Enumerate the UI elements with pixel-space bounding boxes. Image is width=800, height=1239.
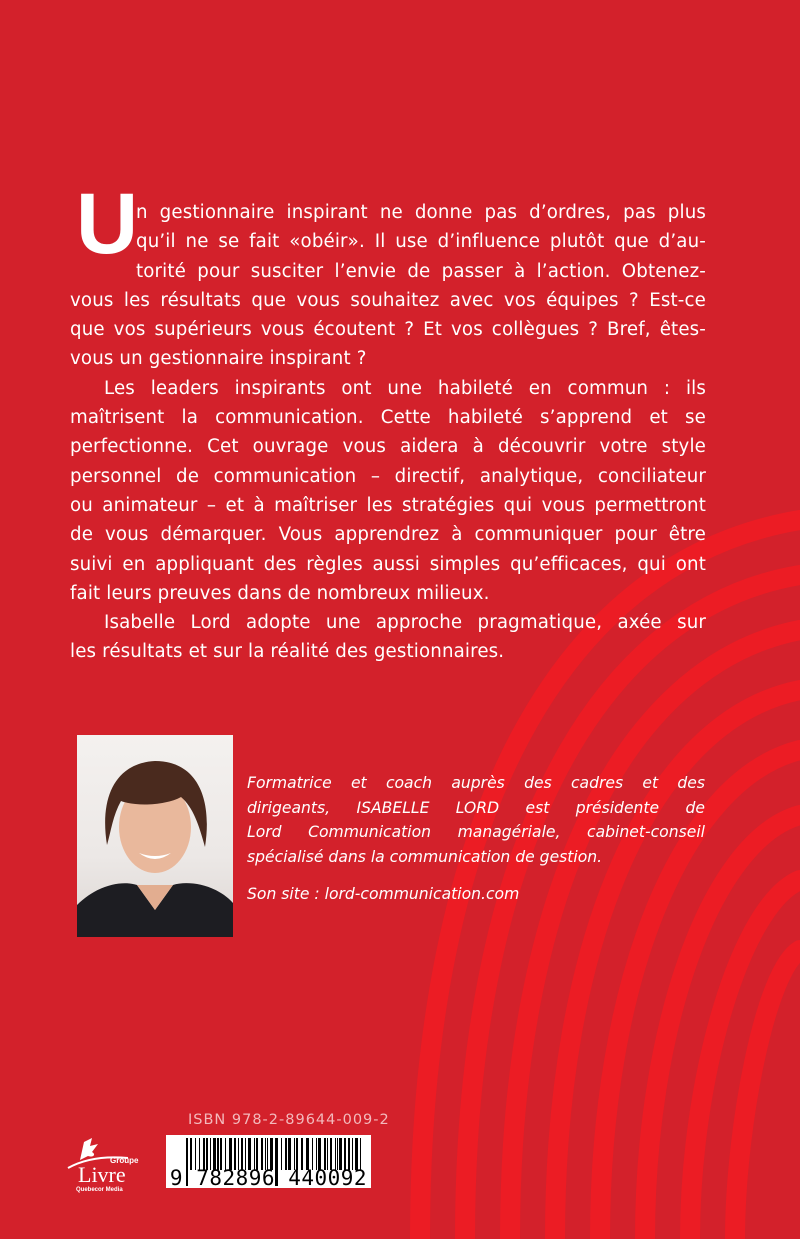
barcode bbox=[166, 1135, 371, 1188]
logo-livre: Livre bbox=[78, 1162, 126, 1187]
isbn: ISBN 978-2-89644-009-2 bbox=[188, 1112, 390, 1128]
blurb-line: maîtrisent la communication. Cette habileté s’apprend et se bbox=[70, 407, 706, 429]
blurb-line: Isabelle Lord adopte une approche pragmatique, axée sur bbox=[104, 612, 706, 634]
bio-line: spécialisé dans la communication de gestion. bbox=[247, 847, 603, 866]
blurb-line: n gestionnaire inspirant ne donne pas d’ordres, pas plus bbox=[136, 202, 706, 223]
blurb-line: perfectionne. Cet ouvrage vous aidera à découvrir votre style bbox=[70, 436, 706, 458]
blurb-line: torité pour susciter l’envie de passer à l’action. Obtenez- bbox=[136, 260, 706, 282]
blurb-line: vous un gestionnaire inspirant ? bbox=[70, 348, 367, 370]
blurb-line: ou animateur – et à maîtriser les stratégies qui vous permettront bbox=[70, 494, 706, 516]
blurb-text bbox=[70, 198, 706, 667]
barcode-number: 9 782896 440092 bbox=[169, 1166, 368, 1190]
blurb-line: personnel de communication – directif, analytique, conciliateur bbox=[70, 465, 706, 487]
blurb-line: qu’il ne se fait «obéir». Il use d’influence plutôt que d’au- bbox=[136, 231, 706, 253]
author-photo bbox=[77, 735, 233, 937]
author-bio bbox=[247, 771, 705, 907]
blurb-line: fait leurs preuves dans de nombreux milieux. bbox=[70, 582, 490, 604]
logo-groupe: Groupe bbox=[110, 1156, 139, 1165]
blurb-line: vous les résultats que vous souhaitez avec vos équipes ? Est-ce bbox=[70, 289, 706, 311]
bio-line: Lord Communication managériale, cabinet-conseil bbox=[247, 823, 705, 841]
blurb-line: que vos supérieurs vous écoutent ? Et vos collègues ? Bref, êtes- bbox=[70, 319, 706, 341]
drop-cap: U bbox=[76, 176, 139, 272]
bio-line: dirigeants, ISABELLE LORD est présidente de bbox=[247, 798, 705, 817]
logo-quebecor: Quebecor Media bbox=[76, 1187, 123, 1193]
blurb-line: les résultats et sur la réalité des gestionnaires. bbox=[70, 641, 505, 663]
bio-line: Formatrice et coach auprès des cadres et des bbox=[247, 774, 705, 792]
publisher-logo bbox=[66, 1138, 142, 1194]
blurb-line: Les leaders inspirants ont une habileté en commun : ils bbox=[104, 377, 706, 399]
blurb-line: suivi en appliquant des règles aussi simples qu’efficaces, qui ont bbox=[70, 553, 706, 575]
author-site: Son site : lord-communication.com bbox=[247, 885, 520, 903]
blurb-line: de vous démarquer. Vous apprendrez à communiquer pour être bbox=[70, 524, 706, 546]
